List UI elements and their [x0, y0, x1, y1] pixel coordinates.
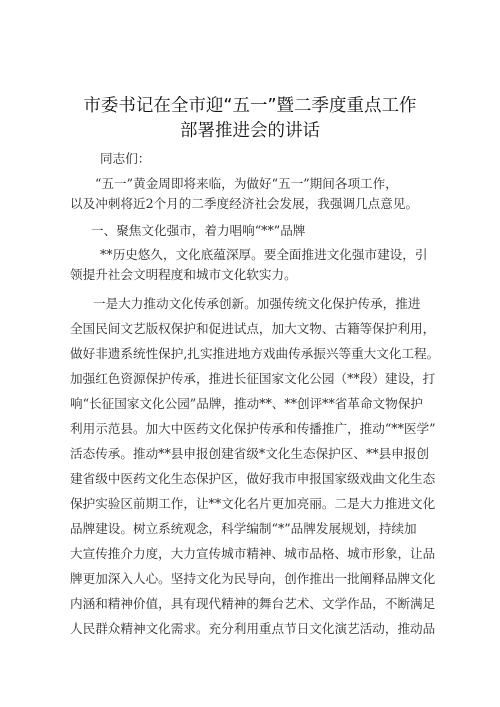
- paragraph-2-line: 牌更加深入人心。坚持文化为民导向，创作推出一批阐释品牌文化: [70, 571, 436, 586]
- paragraph-2-line: 活态传承。推动**县申报创建省级*文化生态保护区、**县申报创: [70, 446, 429, 461]
- intro-line-1: “五一”黄金周即将来临，为做好“五一”期间各项工作，: [95, 176, 398, 191]
- intro-line-2: 以及冲刺将近2个月的二季度经济社会发展，我强调几点意见。: [70, 196, 419, 211]
- paragraph-1-line-2: 领提升社会文明程度和城市文化软实力。: [70, 267, 297, 282]
- paragraph-2-line: 利用示范县。加大中医药文化保护传承和传播推广，推动“**医学”: [70, 421, 436, 436]
- section-heading-1: 一、聚焦文化强市，着力唱响“**”品牌: [91, 223, 306, 238]
- paragraph-2-line: 响“长征国家文化公园”品牌，推动**、**创评**省革命文物保护: [70, 396, 423, 411]
- paragraph-1-line-1: **历史悠久，文化底蕴深厚。要全面推进文化强市建设，引: [100, 247, 428, 262]
- paragraph-2-line: 大宣传推介力度，大力宣传城市精神、城市品格、城市形象，让品: [70, 546, 436, 561]
- paragraph-2-line: 全国民间文艺版权保护和促进试点，加大文物、古籍等保护利用，: [70, 321, 436, 336]
- paragraph-2-line: 内涵和精神价值，具有现代精神的舞台艺术、文学作品，不断满足: [70, 596, 436, 611]
- paragraph-2-line: 建省级中医药文化生态保护区，做好我市申报国家级戏曲文化生态: [70, 471, 436, 486]
- paragraph-2-line: 人民群众精神文化需求。充分利用重点节日文化演艺活动，推动品: [70, 621, 436, 636]
- paragraph-2-line: 保护实验区前期工作，让**文化名片更加亮丽。二是大力推进文化: [70, 496, 436, 511]
- document-title-line-1: 市委书记在全市迎“五一”暨二季度重点工作: [83, 96, 417, 116]
- paragraph-2-line: 一是大力推动文化传承创新。加强传统文化保护传承，推进: [93, 296, 421, 311]
- paragraph-2-line: 做好非遗系统性保护,扎实推进地方戏曲传承振兴等重大文化工程。: [70, 346, 440, 361]
- salutation: 同志们：: [100, 151, 151, 166]
- paragraph-2-line: 品牌建设。树立系统观念，科学编制“*”品牌发展规划，持续加: [70, 521, 417, 536]
- document-title-line-2: 部署推进会的讲话: [180, 121, 320, 141]
- paragraph-2-line: 加强红色资源保护传承，推进长征国家文化公园（**段）建设，打: [70, 371, 436, 386]
